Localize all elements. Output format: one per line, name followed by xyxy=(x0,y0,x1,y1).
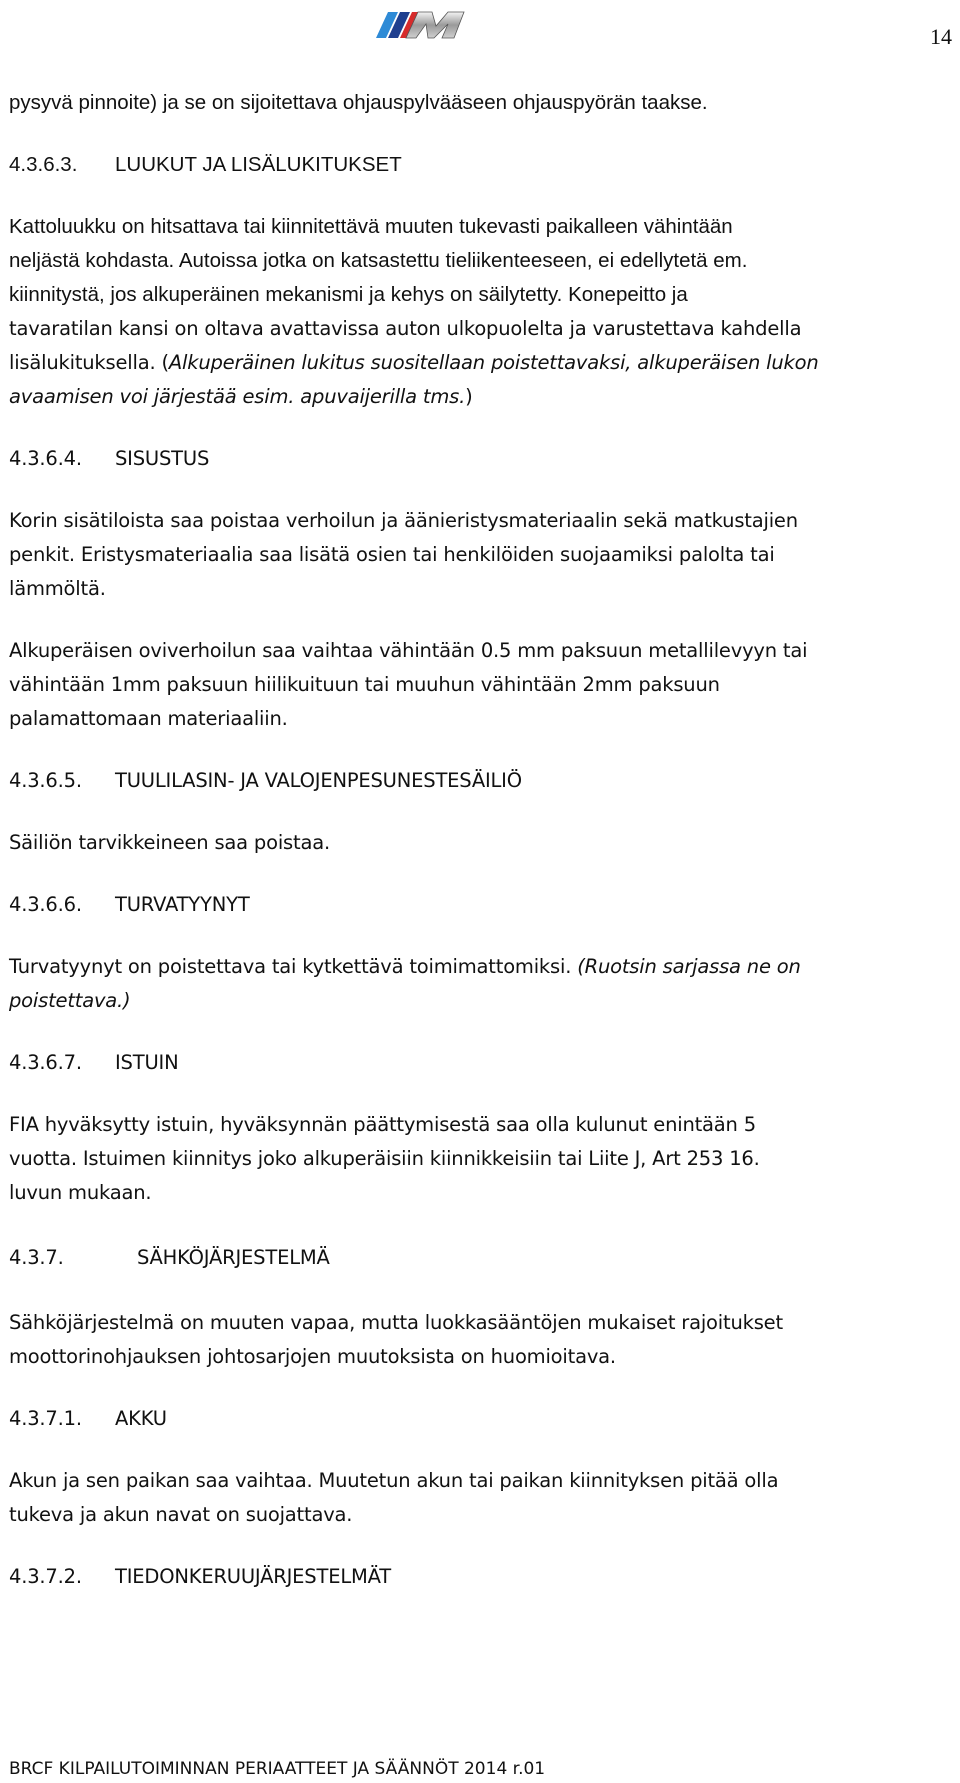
section-number: 4.3.6.7. xyxy=(9,1051,82,1074)
paragraph-line: vähintään 1mm paksuun hiilikuituun tai muuhun vähintään 2mm paksuun xyxy=(9,673,720,696)
section-number: 4.3.7.2. xyxy=(9,1565,82,1588)
italic-note: avaamisen voi järjestää esim. apuvaijerilla tms. xyxy=(9,385,466,408)
paragraph-line: Korin sisätiloista saa poistaa verhoilun ja äänieristysmateriaalin sekä matkustajien xyxy=(9,509,798,532)
section-heading-4-3-6-6 xyxy=(9,888,949,922)
paragraph-line: lämmöltä. xyxy=(9,577,106,600)
section-number: 4.3.6.4. xyxy=(9,447,82,470)
section-number: 4.3.6.3. xyxy=(9,153,78,176)
section-title: TURVATYYNYT xyxy=(115,893,250,916)
paragraph-line xyxy=(9,950,949,984)
paragraph-line: FIA hyväksytty istuin, hyväksynnän päättymisestä saa olla kulunut enintään 5 xyxy=(9,1113,756,1136)
italic-note: Alkuperäinen lukitus suositellaan poistettavaksi, alkuperäisen lukon xyxy=(168,351,819,374)
m-motorsport-logo-icon xyxy=(372,6,470,46)
paragraph-line: kiinnitystä, jos alkuperäinen mekanismi ja kehys on säilytetty. Konepeitto ja xyxy=(9,283,688,306)
paragraph-line: Säiliön tarvikkeineen saa poistaa. xyxy=(9,831,330,854)
section-body-4-3-7-1 xyxy=(9,1464,949,1532)
intro-line: pysyvä pinnoite) ja se on sijoitettava ohjauspylvääseen ohjauspyörän taakse. xyxy=(9,91,708,114)
paragraph-line: tavaratilan kansi on oltava avattavissa auton ulkopuolelta ja varustettava kahdella xyxy=(9,317,802,340)
italic-note: poistettava.) xyxy=(9,989,131,1012)
section-body-4-3-6-7 xyxy=(9,1108,949,1210)
section-heading-4-3-6-5 xyxy=(9,764,949,798)
paragraph-line xyxy=(9,346,949,380)
paragraph-line: luvun mukaan. xyxy=(9,1181,152,1204)
section-body-4-3-7 xyxy=(9,1306,949,1374)
section-body-4-3-6-3 xyxy=(9,210,949,414)
page-footer: BRCF KILPAILUTOIMINNAN PERIAATTEET JA SÄÄNNÖT 2014 r.01 xyxy=(9,1759,546,1779)
paragraph-line: Kattoluukku on hitsattava tai kiinnitettävä muuten tukevasti paikalleen vähintään xyxy=(9,215,733,238)
section-body-4-3-6-6 xyxy=(9,950,949,1018)
paragraph-line: Akun ja sen paikan saa vaihtaa. Muutetun akun tai paikan kiinnityksen pitää olla xyxy=(9,1469,779,1492)
text-run: Turvatyynyt on poistettava tai kytkettävä toimimattomiksi. xyxy=(9,955,578,978)
paragraph-line xyxy=(9,380,949,414)
section-title: ISTUIN xyxy=(115,1051,179,1074)
section-title: TIEDONKERUUJÄRJESTELMÄT xyxy=(115,1565,391,1588)
italic-note: (Ruotsin sarjassa ne on xyxy=(577,955,801,978)
paragraph-line: penkit. Eristysmateriaalia saa lisätä osien tai henkilöiden suojaamiksi palolta tai xyxy=(9,543,775,566)
page-number: 14 xyxy=(930,24,952,49)
section-number: 4.3.7.1. xyxy=(9,1407,82,1430)
paragraph-line: tukeva ja akun navat on suojattava. xyxy=(9,1503,353,1526)
section-heading-4-3-7-2 xyxy=(9,1560,949,1594)
section-title: TUULILASIN- JA VALOJENPESUNESTESÄILIÖ xyxy=(115,769,522,792)
text-run: lisälukituksella. ( xyxy=(9,351,169,374)
section-body-4-3-6-4 xyxy=(9,504,949,736)
section-heading-4-3-6-3 xyxy=(9,148,949,182)
section-number: 4.3.7. xyxy=(9,1246,64,1269)
paragraph-line: moottorinohjauksen johtosarjojen muutoksista on huomioitava. xyxy=(9,1345,616,1368)
section-title: LUUKUT JA LISÄLUKITUKSET xyxy=(115,153,402,176)
paragraph-line: neljästä kohdasta. Autoissa jotka on katsastettu tieliikenteeseen, ei edellytetä em. xyxy=(9,249,748,272)
paragraph-line: palamattomaan materiaaliin. xyxy=(9,707,288,730)
section-heading-4-3-6-4 xyxy=(9,442,949,476)
paragraph-line: vuotta. Istuimen kiinnitys joko alkuperäisiin kiinnikkeisiin tai Liite J, Art 253 16. xyxy=(9,1147,760,1170)
section-title: AKKU xyxy=(115,1407,167,1430)
section-title: SÄHKÖJÄRJESTELMÄ xyxy=(137,1246,330,1269)
paragraph-line: Sähköjärjestelmä on muuten vapaa, mutta luokkasääntöjen mukaiset rajoitukset xyxy=(9,1311,783,1334)
section-title: SISUSTUS xyxy=(115,447,210,470)
paragraph-line: Alkuperäisen oviverhoilun saa vaihtaa vähintään 0.5 mm paksuun metallilevyyn tai xyxy=(9,639,808,662)
section-heading-4-3-7-1 xyxy=(9,1402,949,1436)
document-body xyxy=(9,86,949,1594)
text-run: ) xyxy=(465,385,473,408)
paragraph-line xyxy=(9,984,949,1018)
section-heading-4-3-6-7 xyxy=(9,1046,949,1080)
section-number: 4.3.6.5. xyxy=(9,769,82,792)
section-number: 4.3.6.6. xyxy=(9,893,82,916)
section-heading-4-3-7 xyxy=(9,1238,949,1278)
